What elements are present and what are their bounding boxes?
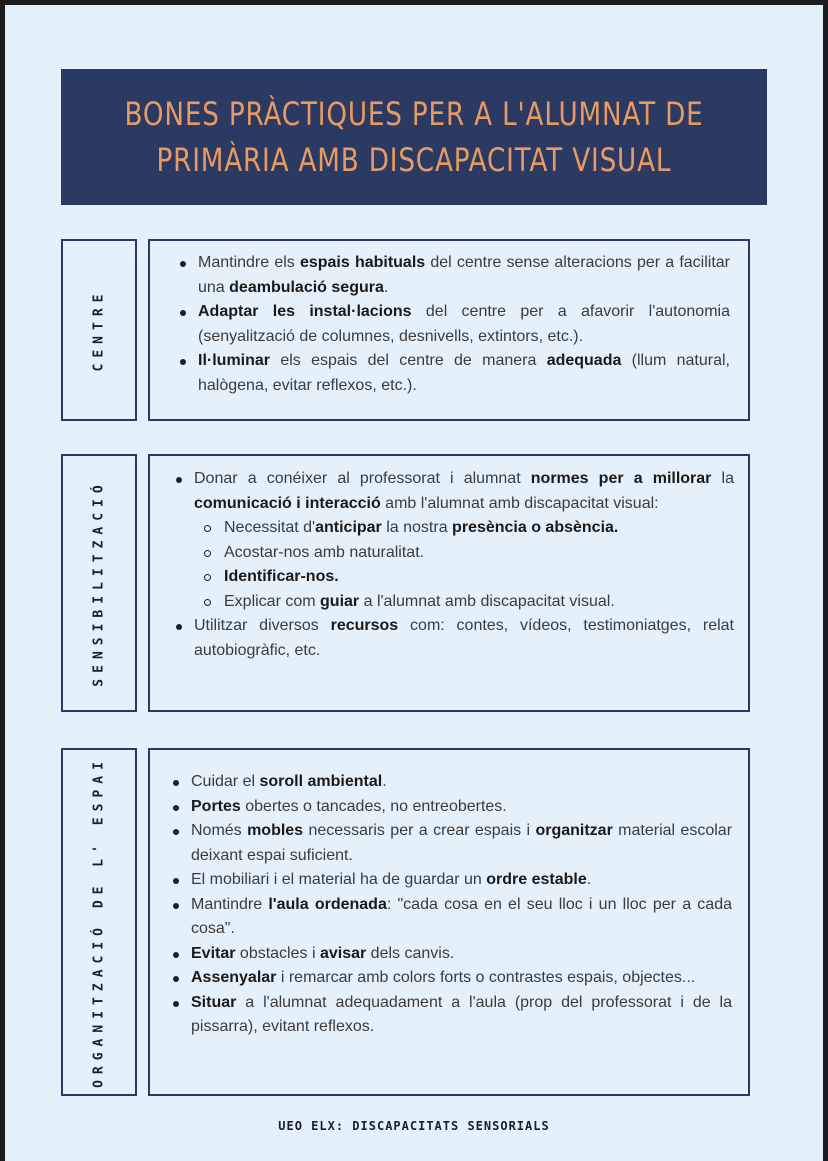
sensibilitzacio-list <box>172 467 734 663</box>
footer-credit: UEO ELX: DISCAPACITATS SENSORIALS <box>278 1119 550 1133</box>
sub-list-item <box>202 590 734 615</box>
sensibilitzacio-sublist <box>202 516 734 614</box>
centre-list <box>176 251 730 398</box>
text: Acostar-nos amb naturalitat. <box>224 543 425 561</box>
bold-text: presència o absència. <box>452 519 619 536</box>
text: Explicar com <box>224 592 321 610</box>
organitzacio-list <box>169 770 732 1040</box>
bold-text: Portes <box>191 797 241 815</box>
list-item <box>169 942 732 967</box>
poster-page <box>5 5 823 1161</box>
sub-list-item <box>202 516 734 541</box>
text: la <box>711 470 734 487</box>
text: (llum natural, halògena, evitar reflexos, etc.). <box>198 352 731 394</box>
list-item <box>169 819 732 868</box>
list-item <box>169 991 732 1040</box>
bold-text: guiar <box>320 592 360 610</box>
bold-text: soroll ambiental <box>259 773 383 790</box>
bold-text: Situar <box>191 993 237 1011</box>
bold-text: organitzar <box>535 822 613 839</box>
bold-text: espais habituals <box>299 254 426 271</box>
section-label-centre: CENTRE <box>91 288 107 372</box>
list-item <box>169 770 732 795</box>
section-content-centre <box>148 239 750 421</box>
text: els espais del centre de manera <box>270 352 547 369</box>
text: Donar a conéixer al professorat i alumnat <box>194 470 531 487</box>
list-item <box>169 868 732 893</box>
text: Mantindre <box>191 895 269 913</box>
section-label-sensibilitzacio: SENSIBILITZACIÓ <box>91 479 107 687</box>
text: del centre per a afavorir l'autonomia (senyalització de columnes, desnivells, extintors, etc.). <box>198 303 730 345</box>
bold-text: avisar <box>319 944 367 962</box>
text: la nostra <box>381 519 453 536</box>
bold-text: Il·luminar <box>198 352 271 369</box>
bold-text: Evitar <box>191 944 236 962</box>
text: com: contes, vídeos, testimoniatges, relat autobiogràfic, etc. <box>194 617 734 659</box>
bold-text: deambulació segura <box>229 278 384 296</box>
text: obertes o tancades, no entreobertes. <box>240 797 507 815</box>
bold-text: anticipar <box>315 519 382 536</box>
text: obstacles i <box>235 944 320 962</box>
section-content-organitzacio <box>148 748 750 1096</box>
text: amb l'alumnat amb discapacitat visual: <box>380 494 659 512</box>
text: . <box>383 278 389 296</box>
text: del centre sense alteracions per a facilitar una <box>198 254 730 296</box>
text: . <box>586 871 592 888</box>
text: . <box>382 773 387 790</box>
text: material escolar deixant espai suficient. <box>191 822 733 864</box>
text: Cuidar el <box>191 773 260 790</box>
title-line-2: PRIMÀRIA AMB DISCAPACITAT VISUAL <box>156 141 672 179</box>
section-label-box-centre <box>61 239 137 421</box>
list-item <box>169 795 732 820</box>
text: i remarcar amb colors forts o contrastes espais, objectes... <box>276 969 696 986</box>
section-label-organitzacio: ORGANITZACIÓ DE L' ESPAI <box>91 756 107 1088</box>
section-label-box-organitzacio <box>61 748 137 1096</box>
list-item <box>169 966 732 991</box>
text: Utilitzar diversos <box>194 617 331 634</box>
bold-text: l'aula ordenada <box>268 895 387 913</box>
bold-text: comunicació i interacció <box>194 494 381 512</box>
bold-text: ordre estable <box>486 871 587 888</box>
list-item <box>169 893 732 942</box>
list-item <box>176 349 730 398</box>
bold-text: adequada <box>546 352 622 369</box>
text: a l'alumnat amb discapacitat visual. <box>359 592 615 610</box>
bold-text: Identificar-nos. <box>224 568 339 585</box>
section-label-box-sensibilitzacio <box>61 454 137 712</box>
bold-text: recursos <box>330 617 399 634</box>
sub-list-item <box>202 541 734 566</box>
bold-text: mobles <box>247 822 304 839</box>
list-item <box>176 300 730 349</box>
text: Només <box>191 822 248 839</box>
sub-list-item <box>202 565 734 590</box>
text: necessaris per a crear espais i <box>303 822 536 839</box>
text: Mantindre els <box>198 254 300 271</box>
title-line-1: BONES PRÀCTIQUES PER A L'ALUMNAT DE <box>124 95 704 133</box>
list-item <box>172 467 734 614</box>
bold-text: normes per a millorar <box>530 470 712 487</box>
text: El mobiliari i el material ha de guardar un <box>191 871 487 888</box>
bold-text: Assenyalar <box>191 969 277 986</box>
text: Necessitat d' <box>224 519 316 536</box>
text: dels canvis. <box>366 944 455 962</box>
section-content-sensibilitzacio <box>148 454 750 712</box>
list-item <box>176 251 730 300</box>
list-item <box>172 614 734 663</box>
text: a l'alumnat adequadament a l'aula (prop del professorat i de la pissarra), evitant reflexos. <box>191 993 732 1035</box>
text: : "cada cosa en el seu lloc i un lloc per a cada cosa". <box>191 895 733 937</box>
title-banner <box>61 69 767 205</box>
bold-text: Adaptar les instal·lacions <box>198 303 412 320</box>
